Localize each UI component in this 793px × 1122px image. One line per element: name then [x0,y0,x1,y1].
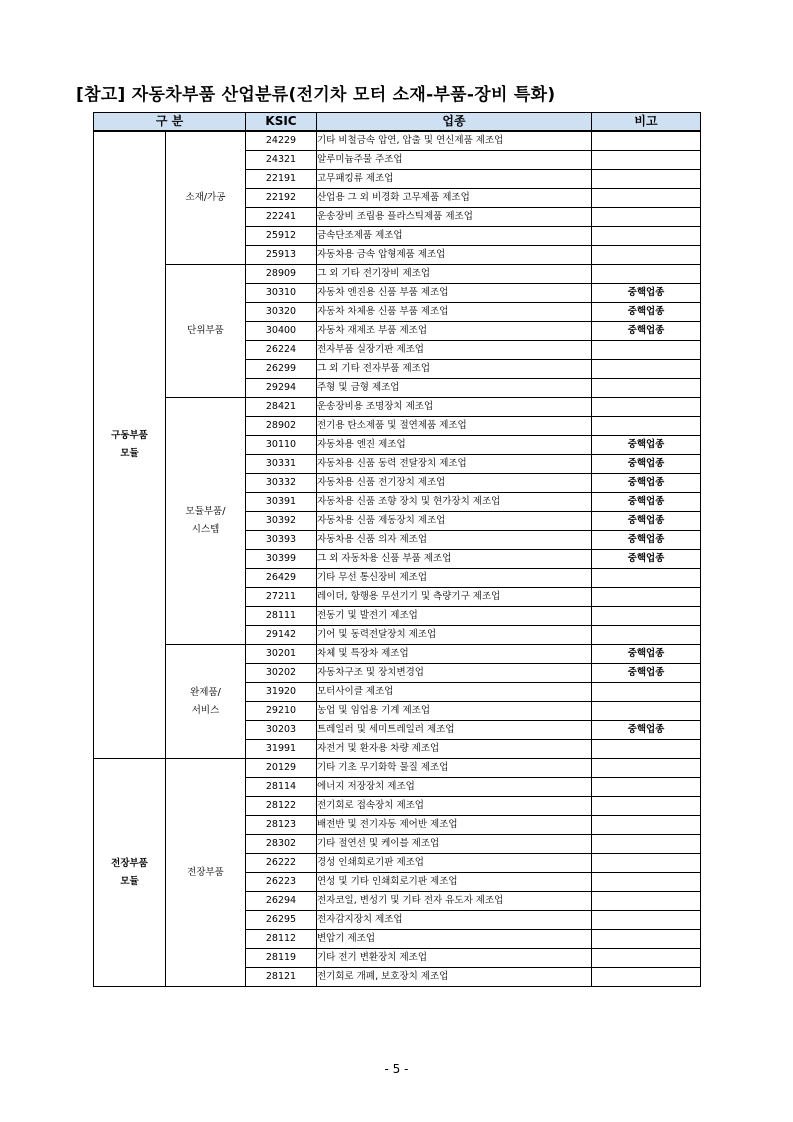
note-cell: 중핵업종 [592,664,701,683]
note-cell [592,398,701,417]
ksic-code-cell: 28123 [246,816,317,835]
page-number: - 5 - [384,1062,409,1076]
note-cell [592,208,701,227]
industry-name-cell: 자전거 및 환자용 차량 제조업 [317,740,592,759]
industry-name-cell: 에너지 저장장치 제조업 [317,778,592,797]
note-cell [592,683,701,702]
industry-name-cell: 경성 인쇄회로기판 제조업 [317,854,592,873]
industry-name-cell: 모터사이클 제조업 [317,683,592,702]
industry-name-cell: 그 외 기타 전기장비 제조업 [317,265,592,284]
ksic-code-cell: 25913 [246,246,317,265]
document-title: [참고] 자동차부품 산업분류(전기차 모터 소재-부품-장비 특화) [76,85,556,105]
ksic-code-cell: 26295 [246,911,317,930]
note-cell [592,854,701,873]
note-cell: 중핵업종 [592,721,701,740]
ksic-code-cell: 26223 [246,873,317,892]
ksic-code-cell: 28122 [246,797,317,816]
group-name-cell: 전장부품 [166,759,246,987]
industry-name-cell: 자동차용 신품 조향 장치 및 현가장치 제조업 [317,493,592,512]
ksic-code-cell: 22191 [246,170,317,189]
note-cell [592,626,701,645]
industry-name-cell: 자동차용 엔진 제조업 [317,436,592,455]
industry-name-cell: 기타 전기 변환장치 제조업 [317,949,592,968]
header-note: 비고 [592,113,701,132]
industry-name-cell: 자동차구조 및 장치변경업 [317,664,592,683]
industry-name-cell: 자동차 엔진용 신품 부품 제조업 [317,284,592,303]
industry-name-cell: 기타 무선 통신장비 제조업 [317,569,592,588]
industry-name-cell: 자동차용 신품 동력 전달장치 제조업 [317,455,592,474]
industry-name-cell: 연성 및 기타 인쇄회로기판 제조업 [317,873,592,892]
header-industry: 업종 [317,113,592,132]
industry-name-cell: 운송장비용 조명장치 제조업 [317,398,592,417]
note-cell [592,759,701,778]
note-cell [592,341,701,360]
industry-name-cell: 전자코일, 변성기 및 기타 전자 유도자 제조업 [317,892,592,911]
note-cell [592,131,701,151]
ksic-code-cell: 30310 [246,284,317,303]
ksic-code-cell: 26294 [246,892,317,911]
industry-name-cell: 자동차용 금속 압형제품 제조업 [317,246,592,265]
ksic-code-cell: 20129 [246,759,317,778]
note-cell: 중핵업종 [592,436,701,455]
note-cell: 중핵업종 [592,531,701,550]
industry-name-cell: 레이더, 항행용 무선기기 및 측량기구 제조업 [317,588,592,607]
ksic-code-cell: 27211 [246,588,317,607]
table-row [94,398,701,417]
industry-name-cell: 자동차용 신품 전기장치 제조업 [317,474,592,493]
industry-name-cell: 차체 및 특장차 제조업 [317,645,592,664]
note-cell [592,588,701,607]
ksic-code-cell: 28111 [246,607,317,626]
industry-name-cell: 기타 비철금속 압연, 압출 및 연신제품 제조업 [317,131,592,151]
note-cell [592,873,701,892]
ksic-code-cell: 30391 [246,493,317,512]
industry-name-cell: 자동차용 신품 의자 제조업 [317,531,592,550]
ksic-code-cell: 28421 [246,398,317,417]
industry-name-cell: 전기회로 접속장치 제조업 [317,797,592,816]
industry-name-cell: 금속단조제품 제조업 [317,227,592,246]
ksic-code-cell: 28119 [246,949,317,968]
note-cell: 중핵업종 [592,550,701,569]
note-cell [592,170,701,189]
industry-name-cell: 기어 및 동력전달장치 제조업 [317,626,592,645]
note-cell [592,265,701,284]
ksic-code-cell: 26299 [246,360,317,379]
note-cell [592,189,701,208]
module-name-cell: 전장부품 모듈 [94,759,166,987]
industry-name-cell: 그 외 자동차용 신품 부품 제조업 [317,550,592,569]
group-name-cell: 소재/가공 [166,131,246,265]
ksic-code-cell: 22192 [246,189,317,208]
note-cell [592,607,701,626]
table-header-row [94,113,701,132]
note-cell [592,246,701,265]
industry-classification-table [93,112,701,987]
industry-name-cell: 농업 및 임업용 기계 제조업 [317,702,592,721]
ksic-code-cell: 28302 [246,835,317,854]
note-cell [592,835,701,854]
ksic-code-cell: 29142 [246,626,317,645]
note-cell [592,797,701,816]
ksic-code-cell: 24229 [246,131,317,151]
note-cell: 중핵업종 [592,322,701,341]
ksic-code-cell: 30110 [246,436,317,455]
ksic-code-cell: 28121 [246,968,317,987]
header-ksic: KSIC [246,113,317,132]
note-cell [592,778,701,797]
industry-name-cell: 알루미늄주물 주조업 [317,151,592,170]
ksic-code-cell: 28114 [246,778,317,797]
note-cell [592,360,701,379]
ksic-code-cell: 28112 [246,930,317,949]
ksic-code-cell: 30392 [246,512,317,531]
ksic-code-cell: 29210 [246,702,317,721]
industry-name-cell: 트레일러 및 세미트레일러 제조업 [317,721,592,740]
ksic-code-cell: 31920 [246,683,317,702]
table-row [94,759,701,778]
note-cell: 중핵업종 [592,493,701,512]
group-name-cell: 모듈부품/ 시스템 [166,398,246,645]
note-cell [592,151,701,170]
note-cell: 중핵업종 [592,512,701,531]
note-cell [592,740,701,759]
industry-name-cell: 기타 기초 무기화학 물질 제조업 [317,759,592,778]
industry-name-cell: 전기회로 개폐, 보호장치 제조업 [317,968,592,987]
industry-name-cell: 그 외 기타 전자부품 제조업 [317,360,592,379]
industry-name-cell: 자동차용 신품 제동장치 제조업 [317,512,592,531]
industry-name-cell: 변압기 제조업 [317,930,592,949]
industry-name-cell: 고무패킹류 제조업 [317,170,592,189]
industry-name-cell: 배전반 및 전기자동 제어반 제조업 [317,816,592,835]
note-cell [592,930,701,949]
table-row [94,645,701,664]
ksic-code-cell: 25912 [246,227,317,246]
note-cell: 중핵업종 [592,455,701,474]
ksic-code-cell: 28909 [246,265,317,284]
ksic-code-cell: 30399 [246,550,317,569]
ksic-code-cell: 26224 [246,341,317,360]
industry-name-cell: 기타 절연선 및 케이블 제조업 [317,835,592,854]
ksic-code-cell: 31991 [246,740,317,759]
note-cell [592,702,701,721]
module-name-cell: 구동부품 모듈 [94,131,166,759]
industry-name-cell: 운송장비 조립용 플라스틱제품 제조업 [317,208,592,227]
note-cell [592,911,701,930]
ksic-code-cell: 30201 [246,645,317,664]
note-cell [592,417,701,436]
ksic-code-cell: 28902 [246,417,317,436]
note-cell: 중핵업종 [592,303,701,322]
industry-name-cell: 자동차 차체용 신품 부품 제조업 [317,303,592,322]
industry-name-cell: 주형 및 금형 제조업 [317,379,592,398]
ksic-code-cell: 30202 [246,664,317,683]
header-category: 구 분 [94,113,246,132]
industry-name-cell: 전동기 및 발전기 제조업 [317,607,592,626]
ksic-code-cell: 26222 [246,854,317,873]
table-row [94,265,701,284]
note-cell: 중핵업종 [592,645,701,664]
group-name-cell: 단위부품 [166,265,246,398]
ksic-code-cell: 30320 [246,303,317,322]
ksic-code-cell: 30332 [246,474,317,493]
ksic-code-cell: 30400 [246,322,317,341]
ksic-code-cell: 26429 [246,569,317,588]
note-cell [592,227,701,246]
industry-name-cell: 전기용 탄소제품 및 절연제품 제조업 [317,417,592,436]
note-cell [592,892,701,911]
ksic-code-cell: 29294 [246,379,317,398]
note-cell: 중핵업종 [592,474,701,493]
ksic-code-cell: 30331 [246,455,317,474]
ksic-code-cell: 30203 [246,721,317,740]
industry-name-cell: 산업용 그 외 비경화 고무제품 제조업 [317,189,592,208]
note-cell [592,968,701,987]
ksic-code-cell: 24321 [246,151,317,170]
industry-name-cell: 자동차 재제조 부품 제조업 [317,322,592,341]
industry-name-cell: 전자부품 실장기판 제조업 [317,341,592,360]
note-cell: 중핵업종 [592,284,701,303]
group-name-cell: 완제품/ 서비스 [166,645,246,759]
note-cell [592,816,701,835]
industry-name-cell: 전자감지장치 제조업 [317,911,592,930]
ksic-code-cell: 30393 [246,531,317,550]
table-row [94,131,701,151]
note-cell [592,949,701,968]
ksic-code-cell: 22241 [246,208,317,227]
note-cell [592,569,701,588]
note-cell [592,379,701,398]
